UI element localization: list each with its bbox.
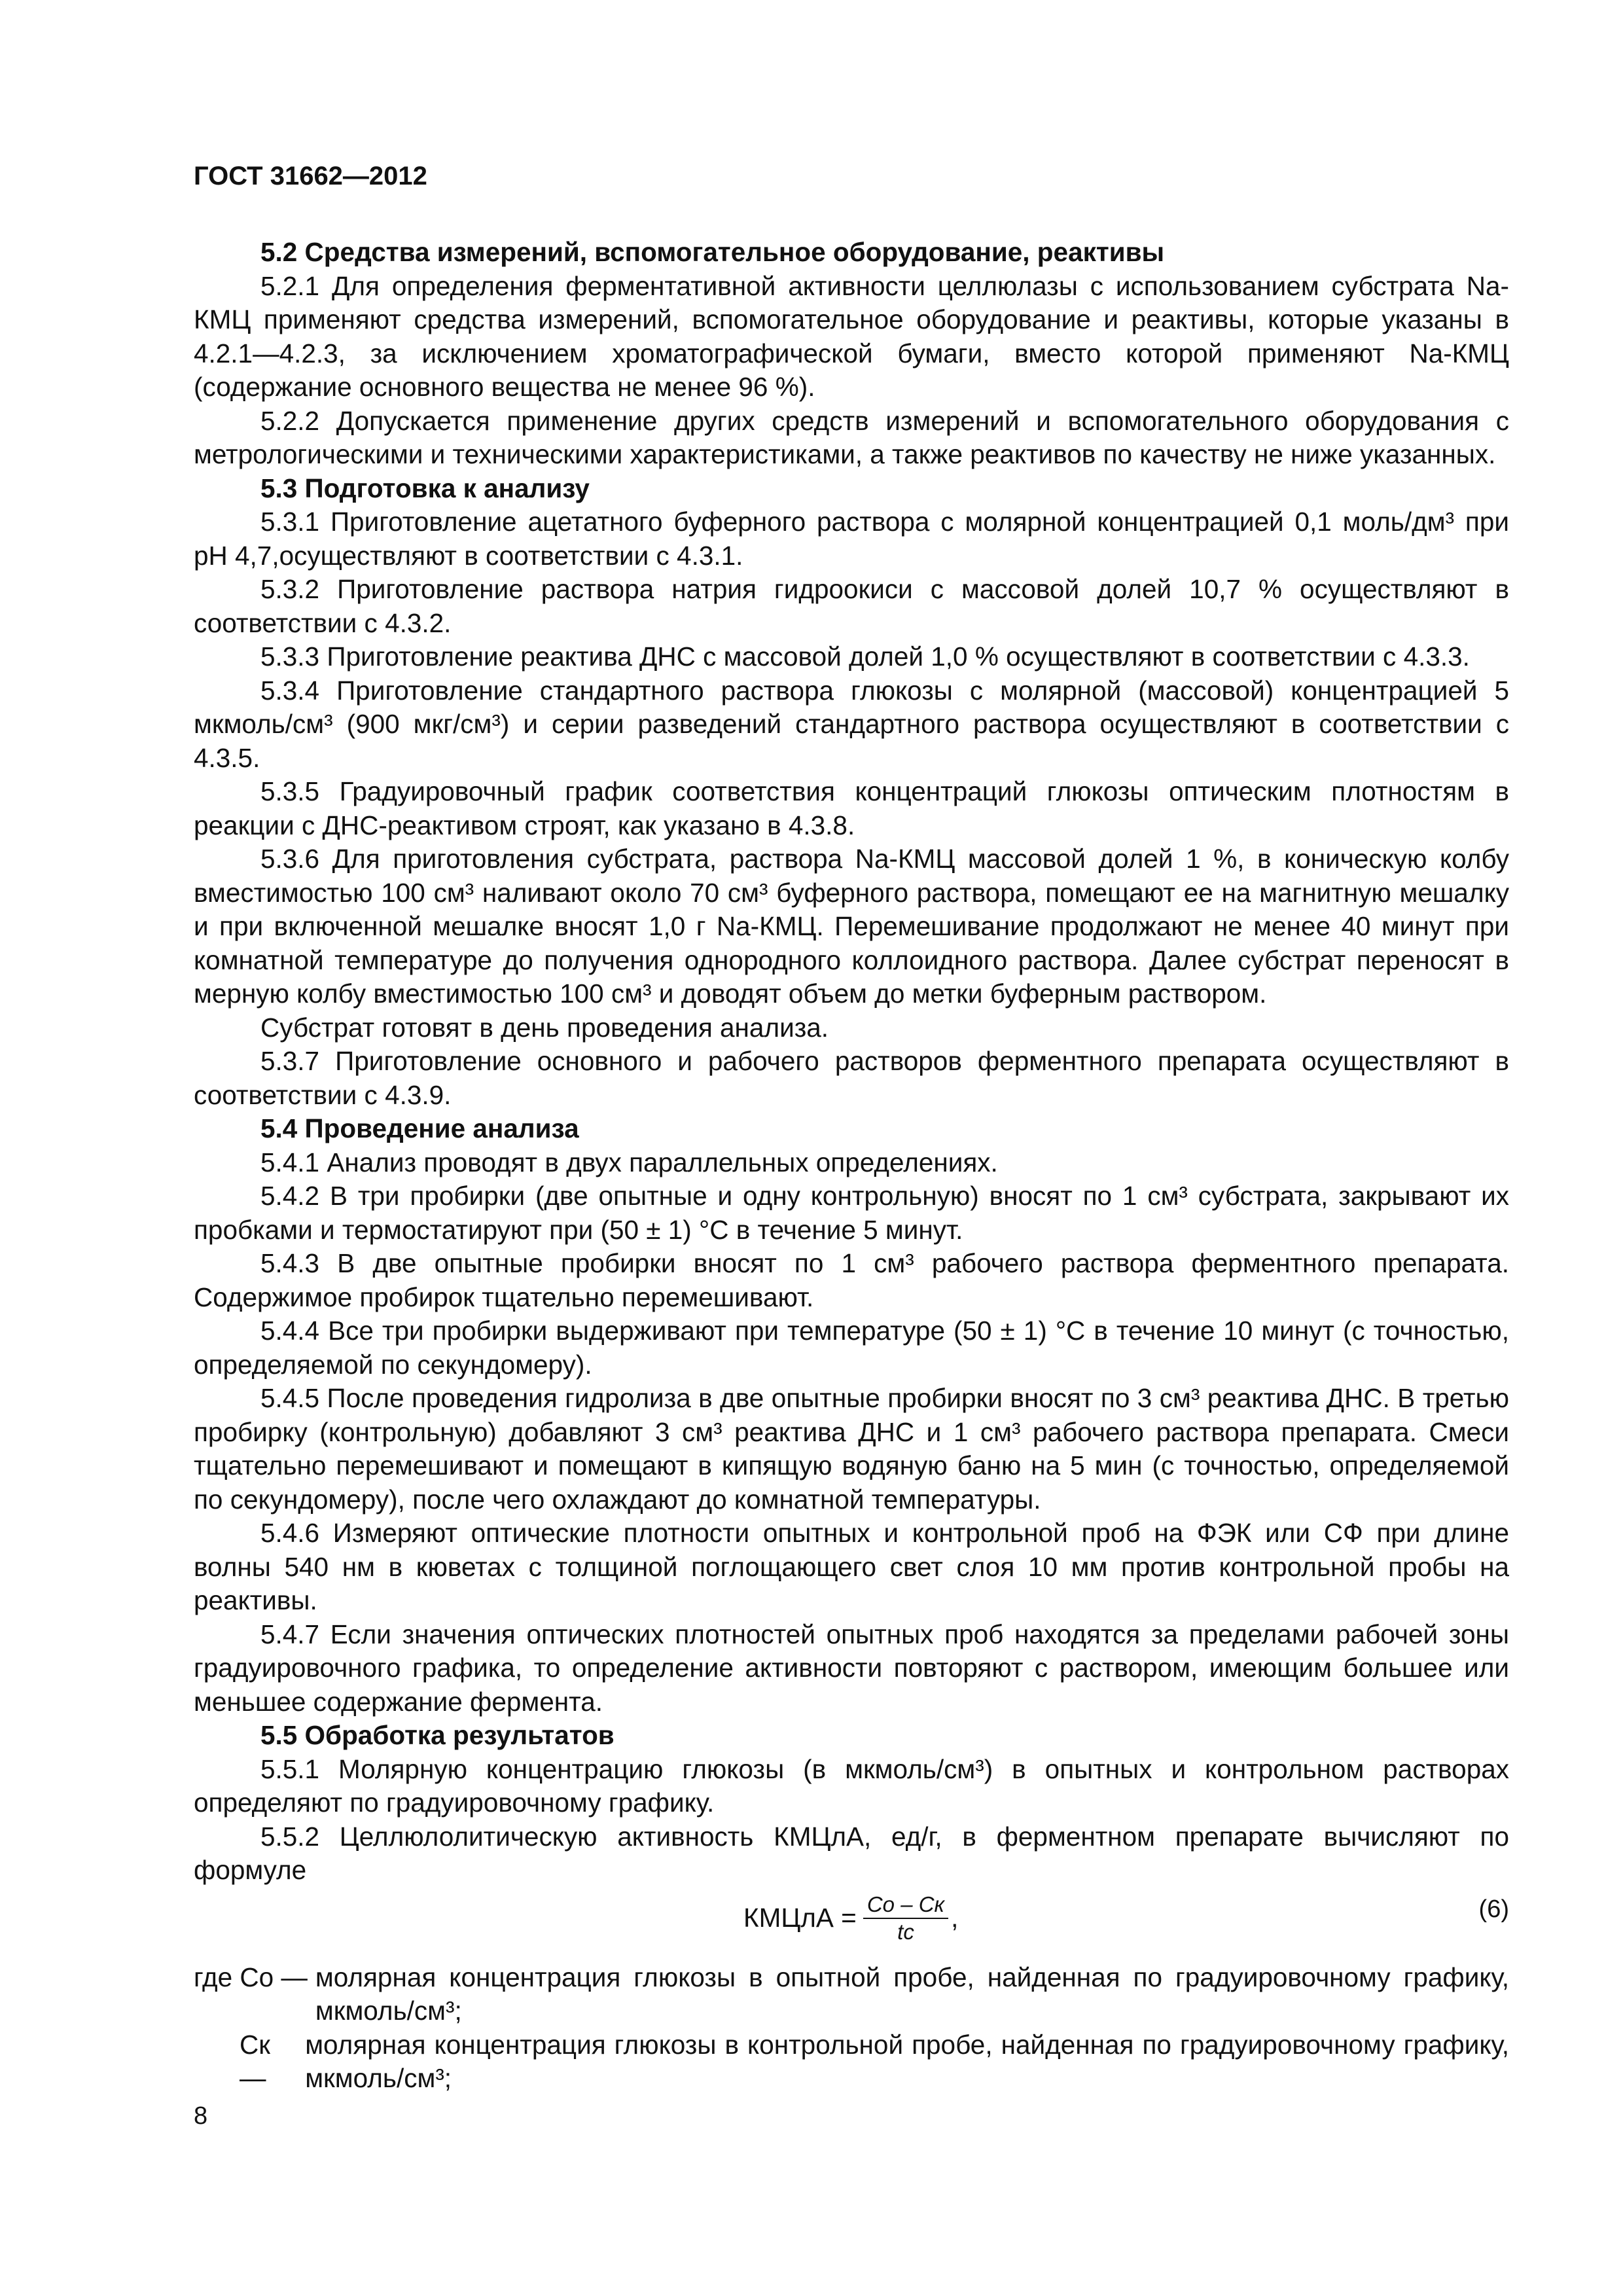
paragraph: 5.4.1 Анализ проводят в двух параллельных определениях. <box>260 1147 998 1177</box>
document-body <box>194 236 1509 2096</box>
section-heading: 5.5 Обработка результатов <box>260 1720 615 1750</box>
paragraph: 5.4.6 Измеряют оптические плотности опытных и контрольной проб на ФЭК или СФ при длине волны 540 нм в кюветах с толщиной поглощающего свет слоя 10 мм против контрольной пробы на реактивы. <box>194 1518 1509 1615</box>
paragraph: 5.3.4 Приготовление стандартного раствора глюкозы с молярной (массовой) концентрацией 5 мкмоль/см³ (900 мкг/см³) и серии разведений стандартного раствора осуществляют в соответствии с 4.3.5. <box>194 675 1509 773</box>
paragraph: 5.5.1 Молярную концентрацию глюкозы (в мкмоль/см³) в опытных и контрольном растворах определяют по градуировочному графику. <box>194 1753 1509 1818</box>
formula-number: (6) <box>1478 1895 1509 1923</box>
section-heading: 5.3 Подготовка к анализу <box>260 473 590 503</box>
paragraph: 5.4.4 Все три пробирки выдерживают при температуре (50 ± 1) °С в течение 10 минут (с точностью, определяемой по секундомеру). <box>194 1316 1509 1380</box>
paragraph: 5.4.7 Если значения оптических плотностей опытных проб находятся за пределами рабочей зоны градуировочного графика, то определение активности повторяют с раствором, имеющим большее или меньшее содержание фермента. <box>194 1619 1509 1717</box>
section-heading: 5.2 Средства измерений, вспомогательное оборудование, реактивы <box>260 237 1165 267</box>
formula-numerator: Cо – Cк <box>863 1892 948 1919</box>
paragraph: 5.3.2 Приготовление раствора натрия гидроокиси с массовой долей 10,7 % осуществляют в соответствии с 4.3.2. <box>194 574 1509 638</box>
where-text-ck: молярная концентрация глюкозы в контрольной пробе, найденная по градуировочному графику, мкмоль/см³; <box>305 2029 1509 2093</box>
formula-6 <box>194 1888 1509 1961</box>
where-item-co <box>194 1961 1509 2028</box>
paragraph-list <box>194 236 1509 1888</box>
paragraph: Субстрат готовят в день проведения анализа. <box>260 1012 829 1043</box>
paragraph: 5.2.2 Допускается применение других средств измерений и вспомогательного оборудования с метрологическими и техническими характеристиками, а также реактивов по качеству не ниже указанных. <box>194 405 1509 469</box>
paragraph: 5.4.2 В три пробирки (две опытные и одну контрольную) вносят по 1 см³ субстрата, закрывают их пробками и термостатируют при (50 ± 1) °С в течение 5 минут. <box>194 1181 1509 1245</box>
paragraph: 5.5.2 Целлюлолитическую активность КМЦлА, ед/г, в ферментном препарате вычисляют по формуле <box>194 1821 1509 1885</box>
formula-trailing: , <box>951 1902 959 1933</box>
paragraph: 5.3.1 Приготовление ацетатного буферного раствора с молярной концентрацией 0,1 моль/дм³ при pH 4,7,осуществляют в соответствии с 4.3.1. <box>194 507 1509 571</box>
where-label-co: где Cо — <box>194 1962 308 1992</box>
where-text-co: молярная концентрация глюкозы в опытной пробе, найденная по градуировочному графику, мкмоль/см³; <box>315 1962 1509 2026</box>
paragraph: 5.3.5 Градуировочный график соответствия концентраций глюкозы оптическим плотностям в реакции с ДНС-реактивом строят, как указано в 4.3.8. <box>194 776 1509 840</box>
paragraph: 5.3.3 Приготовление реактива ДНС с массовой долей 1,0 % осуществляют в соответствии с 4.3.3. <box>260 641 1470 672</box>
formula-denominator: tc <box>897 1919 914 1944</box>
paragraph: 5.3.6 Для приготовления субстрата, раствора Na-КМЦ массовой долей 1 %, в коническую колбу вместимостью 100 см³ наливают около 70 см³ буферного раствора, помещают ее на магнитную мешалку и при включенной мешалке вносят 1,0 г Na-КМЦ. Перемешивание продолжают не менее 40 минут при комнатной температуре до получения однородного коллоидного раствора. Далее субстрат переносят в мерную колбу вместимостью 100 см³ и доводят объем до метки буферным раствором. <box>194 844 1509 1009</box>
formula-lhs: КМЦлА = <box>743 1902 857 1933</box>
paragraph: 5.2.1 Для определения ферментативной активности целлюлазы с использованием субстрата Na-КМЦ применяют средства измерений, вспомогательное оборудование и реактивы, которые указаны в 4.2.1—4.2.3, за исключением хроматографической бумаги, вместо которой применяют Na-КМЦ (содержание основного вещества не менее 96 %). <box>194 270 1509 402</box>
where-item-ck <box>194 2028 1509 2096</box>
page-number: 8 <box>194 2102 208 2130</box>
where-label-ck: Cк — <box>240 2029 270 2093</box>
paragraph: 5.4.3 В две опытные пробирки вносят по 1 см³ рабочего раствора ферментного препарата. Содержимое пробирок тщательно перемешивают. <box>194 1248 1509 1312</box>
formula-expression <box>743 1892 958 1945</box>
document-header: ГОСТ 31662—2012 <box>194 162 427 190</box>
formula-fraction <box>863 1892 948 1945</box>
paragraph: 5.4.5 После проведения гидролиза в две опытные пробирки вносят по 3 см³ реактива ДНС. В третью пробирку (контрольную) добавляют 3 см³ реактива ДНС и 1 см³ рабочего раствора препарата. Смеси тщательно перемешивают и помещают в кипящую водяную баню на 5 мин (с точностью, определяемой по секундомеру), после чего охлаждают до комнатной температуры. <box>194 1383 1509 1515</box>
paragraph: 5.3.7 Приготовление основного и рабочего растворов ферментного препарата осуществляют в соответствии с 4.3.9. <box>194 1046 1509 1110</box>
section-heading: 5.4 Проведение анализа <box>260 1113 579 1143</box>
